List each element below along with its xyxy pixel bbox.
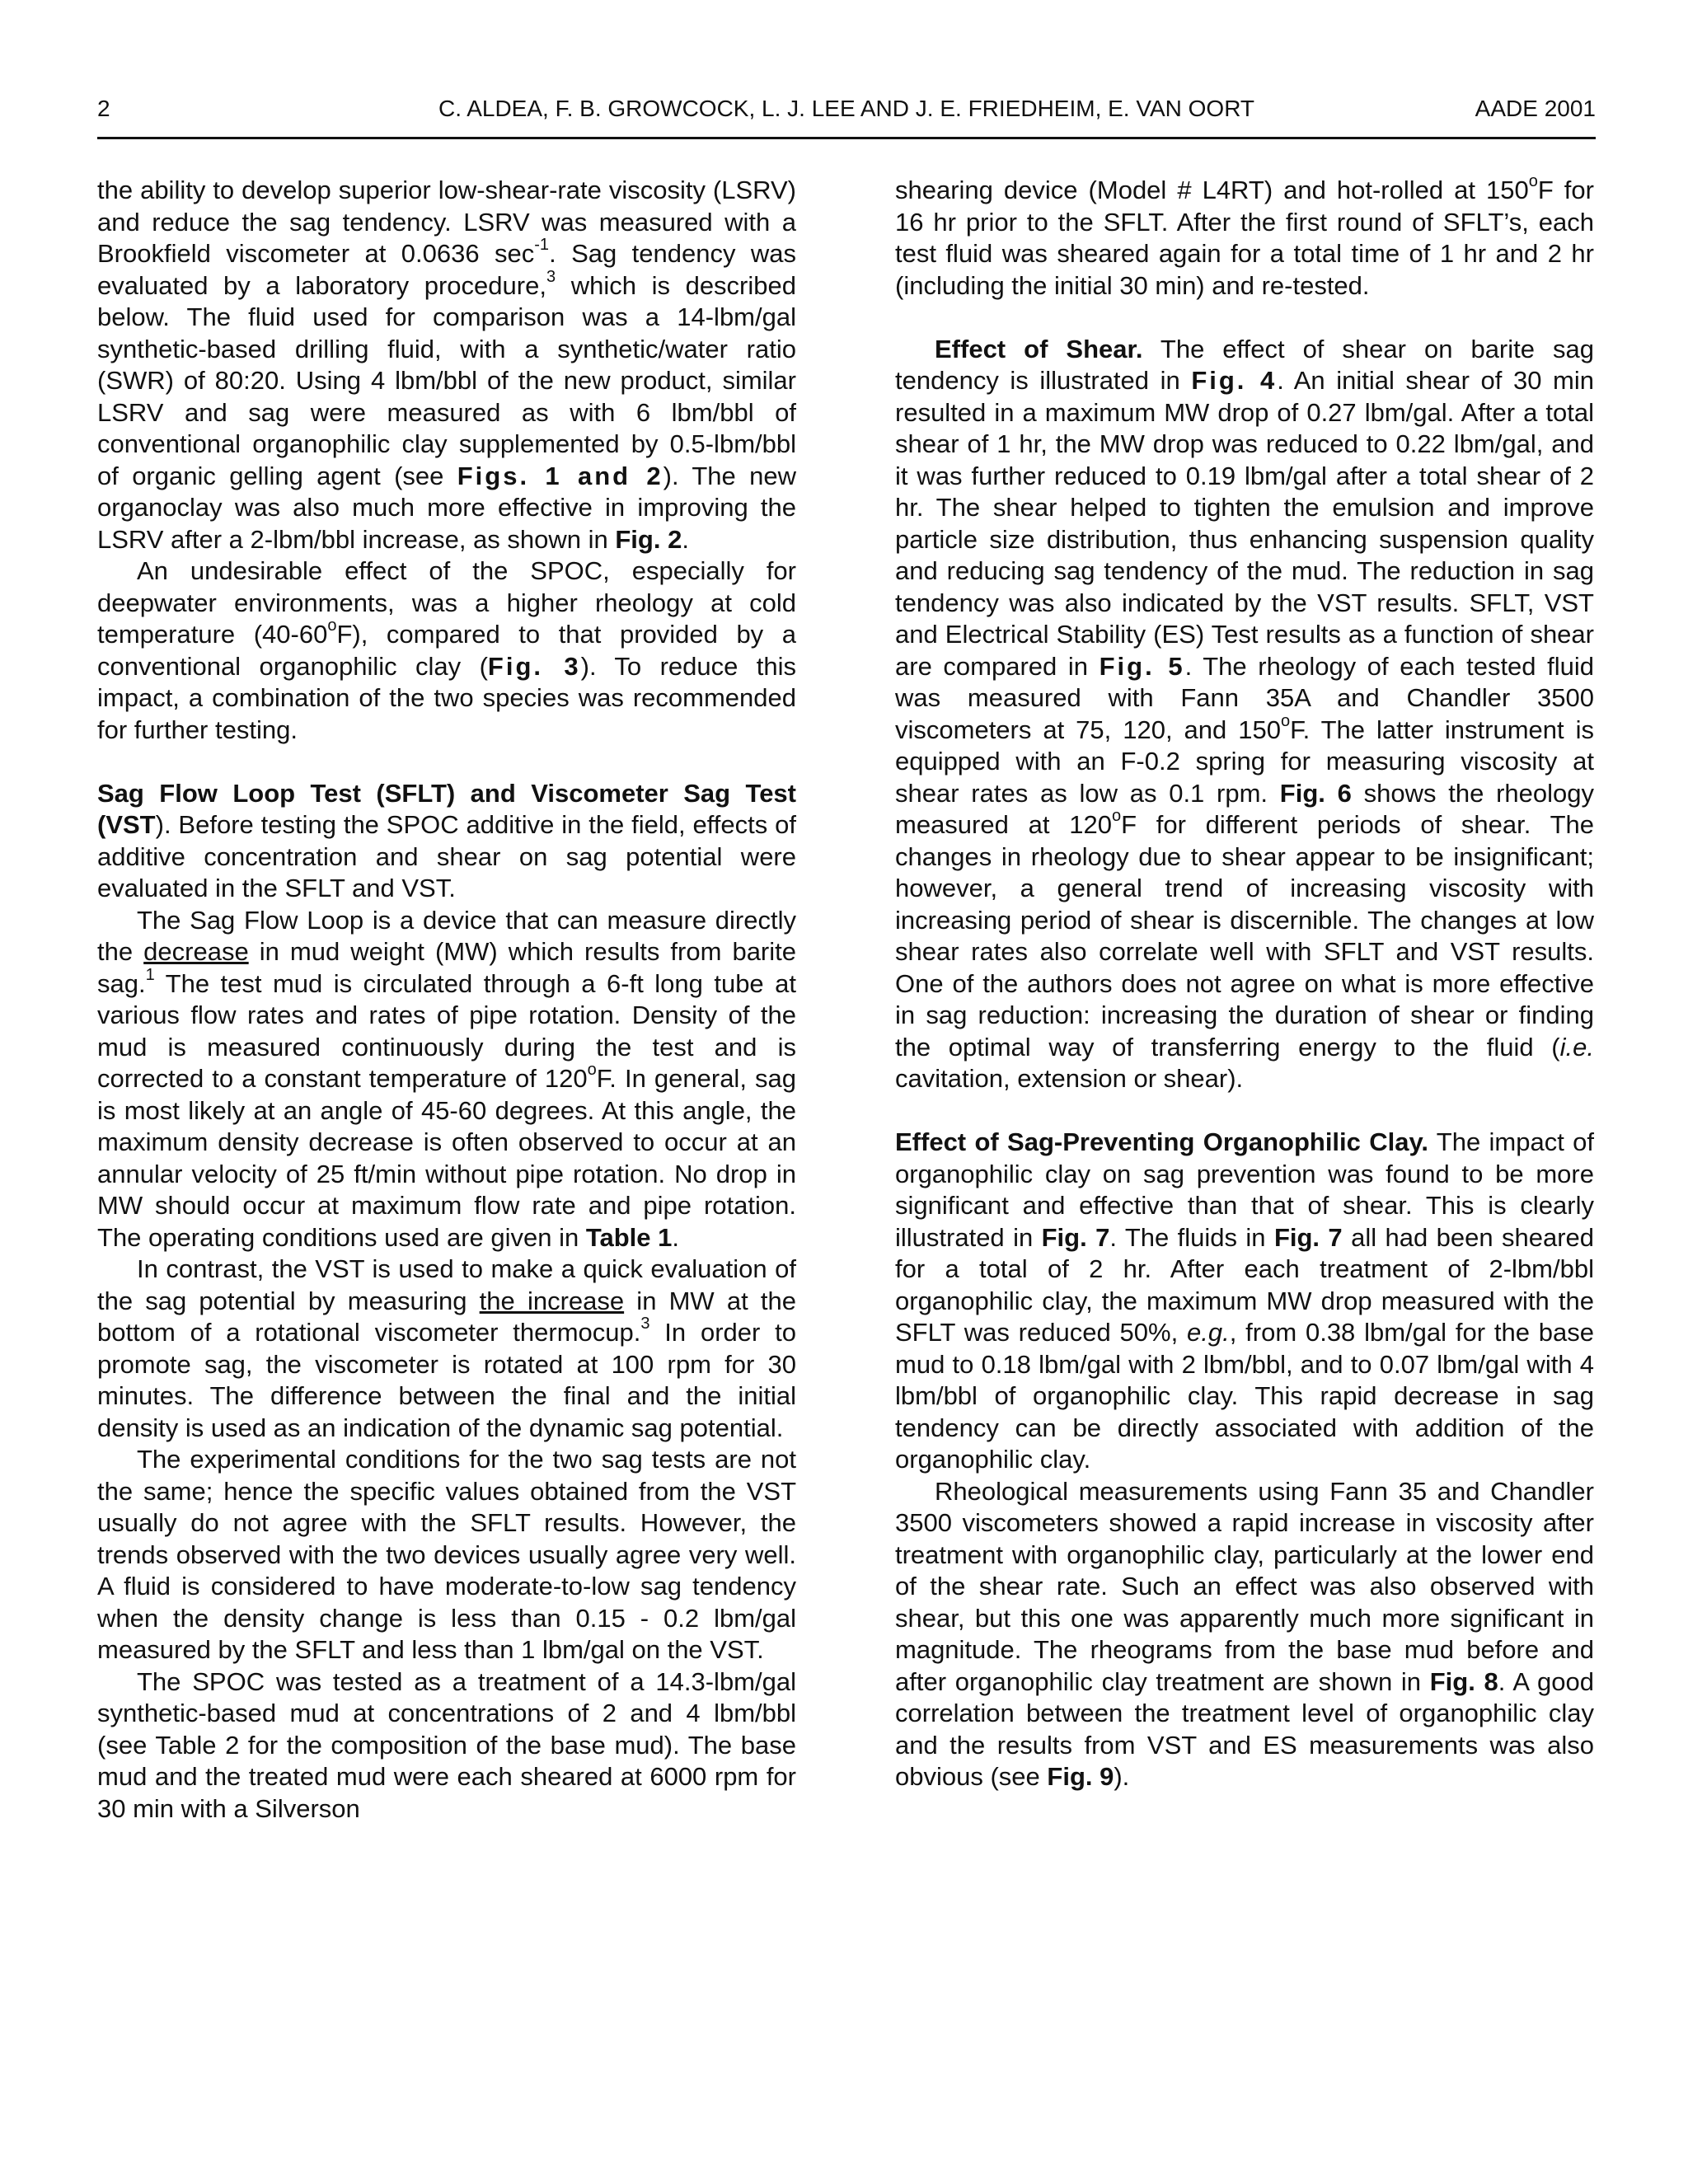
- section-paragraph: Sag Flow Loop Test (SFLT) and Viscometer Sag Test (VST). Before testing the SPOC additive in the field, effects of additive concentration and shear on sag potential were evaluated in the SFLT and VST.: [97, 778, 796, 902]
- figure-reference: Fig. 7: [1041, 1222, 1110, 1252]
- right-column: [895, 172, 1595, 1793]
- figure-reference: Fig. 7: [1273, 1222, 1343, 1252]
- conference-label: AADE 2001: [1475, 96, 1596, 121]
- left-column: [97, 175, 796, 1825]
- paragraph: An undesirable effect of the SPOC, especially for deepwater environments, was a higher rheology at cold temperature (40-60$^o$F), compared to that provided by a conventional organophilic clay (Fig. 3). To reduce this impact, a combination of the two species was recommended for further testing.: [97, 556, 797, 744]
- figure-reference: Fig. 5: [1099, 651, 1185, 681]
- section-paragraph: Effect of Sag-Preventing Organophilic Clay. The impact of organophilic clay on sag prevention was found to be more significant and effective than that of shear. This is clearly illustrated in Fig. 7. The fluids in Fig. 7 all had been sheared for a total of 2 hr. After each treatment of 2-lbm/bbl organophilic clay, the maximum MW drop measured with the SFLT was reduced 50%, e.g., from 0.38 lbm/gal for the base mud to 0.18 lbm/gal with 2 lbm/bbl, and to 0.07 lbm/gal with 4 lbm/bbl of organophilic clay. This rapid decrease in sag tendency can be directly associated with addition of the organophilic clay.: [895, 1127, 1595, 1474]
- paragraph: In contrast, the VST is used to make a quick evaluation of the sag potential by measuring the increase in MW at the bottom of a rotational viscometer thermocup.$^3$ In order to promote sag, the viscometer is rotated at 100 rpm for 30 minutes. The difference between the final and the initial density is used as an indication of the dynamic sag potential.: [97, 1254, 797, 1442]
- section-heading: Effect of Sag-Preventing Organophilic Clay.: [895, 1127, 1429, 1156]
- figure-reference: Fig. 9: [1047, 1762, 1114, 1791]
- section-heading: Sag Flow Loop Test (SFLT) and Viscometer Sag Test (VST: [97, 778, 796, 839]
- figure-reference: Fig. 8: [1429, 1666, 1498, 1696]
- section-paragraph: Effect of Shear. The effect of shear on barite sag tendency is illustrated in Fig. 4. An initial shear of 30 min resulted in a maximum MW drop of 0.27 lbm/gal. After a total shear of 1 hr, the MW drop was reduced to 0.22 lbm/gal, and it was further reduced to 0.19 lbm/gal after a total shear of 2 hr. The shear helped to tighten the emulsion and improve particle size distribution, thus enhancing suspension quality and reducing sag tendency of the mud. The reduction in sag tendency was also indicated by the VST results. SFLT, VST and Electrical Stability (ES) Test results as a function of shear are compared in Fig. 5. The rheology of each tested fluid was measured with Fann 35A and Chandler 3500 viscometers at 75, 120, and 150$^o$F. The latter instrument is equipped with an F-0.2 spring for measuring viscosity at shear rates as low as 0.1 rpm. Fig. 6 shows the rheology measured at 120$^o$F for different periods of shear. The changes in rheology due to shear appear to be insignificant; however, a general trend of increasing viscosity with increasing period of shear is discernible. The changes at low shear rates also correlate well with SFLT and VST results. One of the authors does not agree on what is more effective in sag reduction: increasing the duration of shear or finding the optimal way of transferring energy to the fluid (i.e. cavitation, extension or shear).: [895, 334, 1595, 1093]
- paragraph: The SPOC was tested as a treatment of a 14.3-lbm/gal synthetic-based mud at concentrations of 2 and 4 lbm/bbl (see Table 2 for the composition of the base mud). The base mud and the treated mud were each sheared at 6000 rpm for 30 min with a Silverson: [97, 1666, 796, 1823]
- paragraph: the ability to develop superior low-shear-rate viscosity (LSRV) and reduce the sag tendency. LSRV was measured with a Brookfield viscometer at 0.0636 $\sec^{-1}$. Sag tendency was evaluated by a laboratory procedure,$^3$ which is described below. The fluid used for comparison was a 14-lbm/gal synthetic-based drilling fluid, with a synthetic/water ratio (SWR) of 80:20. Using 4 lbm/bbl of the new product, similar LSRV and sag were measured as with 6 lbm/bbl of conventional organophilic clay supplemented by 0.5-lbm/bbl of organic gelling agent (see Figs. 1 and 2). The new organoclay was also much more effective in improving the LSRV after a 2-lbm/bbl increase, as shown in Fig. 2.: [97, 176, 796, 554]
- table-reference: Table 1: [585, 1222, 673, 1252]
- paragraph: shearing device (Model # L4RT) and hot-rolled at 150$^o$F for 16 hr prior to the SFLT. After the first round of SFLT’s, each test fluid was sheared again for a total time of 1 hr and 2 hr (including the initial 30 min) and re-tested.: [895, 172, 1594, 300]
- paragraph: The experimental conditions for the two sag tests are not the same; hence the specific values obtained from the VST usually do not agree with the SFLT results. However, the trends observed with the two devices usually agree very well. A fluid is considered to have moderate-to-low sag tendency when the density change is less than 0.15 - 0.2 lbm/gal measured by the SFLT and less than 1 lbm/gal on the VST.: [97, 1445, 796, 1664]
- figure-reference: Fig. 3: [487, 651, 581, 681]
- authors-line: C. ALDEA, F. B. GROWCOCK, L. J. LEE AND J. E. FRIEDHEIM, E. VAN OORT: [438, 96, 1255, 121]
- running-header: [97, 92, 1596, 125]
- header-rule: [97, 137, 1596, 139]
- figure-reference: Figs. 1 and 2: [457, 461, 663, 490]
- figure-reference: Fig. 2: [615, 524, 682, 554]
- figure-reference: Fig. 6: [1279, 778, 1352, 808]
- section-heading: Effect of Shear.: [935, 334, 1143, 363]
- figure-reference: Fig. 4: [1191, 366, 1278, 395]
- paragraph: Rheological measurements using Fann 35 and Chandler 3500 viscometers showed a rapid increase in viscosity after treatment with organophilic clay, particularly at the lower end of the shear rate. Such an effect was also observed with shear, but this one was apparently much more significant in magnitude. The rheograms from the base mud before and after organophilic clay treatment are shown in Fig. 8. A good correlation between the treatment level of organophilic clay and the results from VST and ES measurements was also obvious (see Fig. 9).: [895, 1476, 1595, 1791]
- paragraph: The Sag Flow Loop is a device that can measure directly the decrease in mud weight (MW) which results from barite sag.$^1$ The test mud is circulated through a 6-ft long tube at various flow rates and rates of pipe rotation. Density of the mud is measured continuously during the test and is corrected to a constant temperature of 120$^o$F. In general, sag is most likely at an angle of 45-60 degrees. At this angle, the maximum density decrease is often observed to occur at an annular velocity of 25 ft/min without pipe rotation. No drop in MW should occur at maximum flow rate and pipe rotation. The operating conditions used are given in Table 1.: [97, 905, 796, 1252]
- page-number: 2: [97, 96, 110, 121]
